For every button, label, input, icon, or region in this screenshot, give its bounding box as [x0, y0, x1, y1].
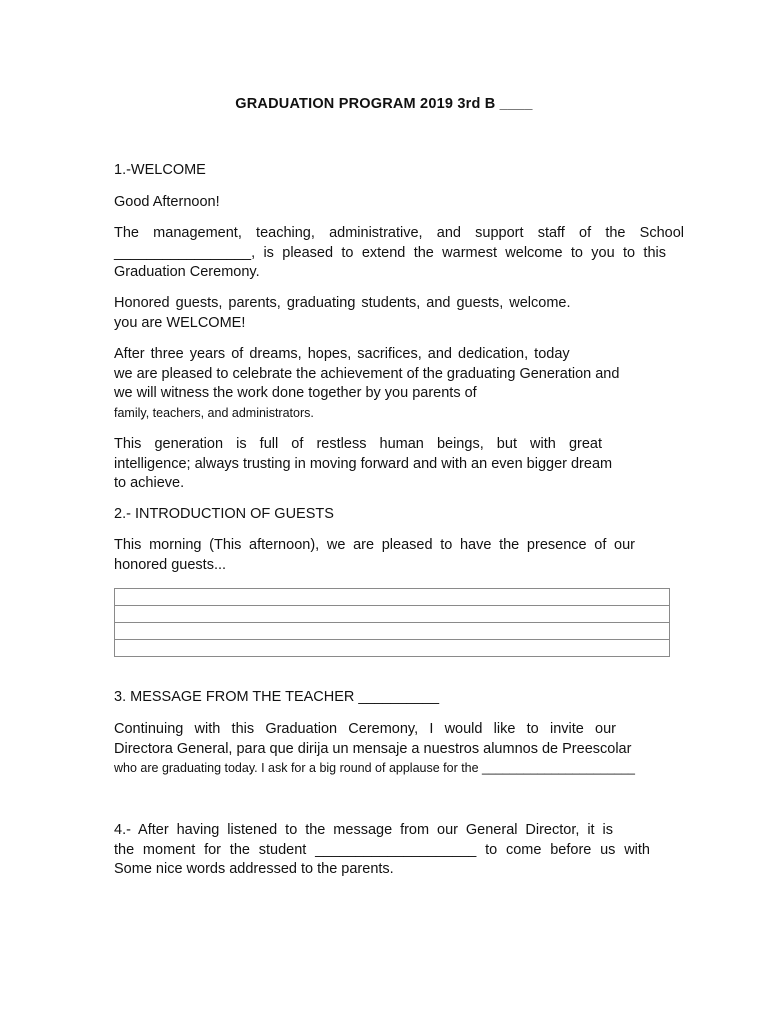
- welcome-paragraph-1: [114, 224, 684, 283]
- guests-heading: 2.- INTRODUCTION OF GUESTS: [114, 506, 334, 522]
- table-cell: [115, 640, 670, 657]
- table-cell: [115, 606, 670, 623]
- welcome-paragraph-3: [114, 345, 684, 423]
- student-paragraph: [114, 821, 654, 880]
- paragraph-line: The management, teaching, administrative, and support staff of the School: [114, 225, 684, 241]
- paragraph-line: Some nice words addressed to the parents.: [114, 861, 394, 877]
- table-cell: [115, 589, 670, 606]
- paragraph-line-small: family, teachers, and administrators.: [114, 405, 314, 420]
- teacher-heading: 3. MESSAGE FROM THE TEACHER __________: [114, 689, 440, 705]
- paragraph-line: the moment for the student ____________________ to come before us with: [114, 841, 650, 858]
- teacher-paragraph: [114, 720, 644, 779]
- paragraph-line: Graduation Ceremony.: [114, 264, 260, 280]
- paragraph-line: you are WELCOME!: [114, 314, 246, 331]
- paragraph-line-small: who are graduating today. I ask for a big round of applause for the ______________________: [114, 761, 636, 775]
- welcome-greeting: Good Afternoon!: [114, 194, 220, 210]
- page-title: GRADUATION PROGRAM 2019 3rd B ____: [235, 96, 533, 112]
- guests-paragraph: [114, 536, 635, 575]
- paragraph-line: Directora General, para que dirija un mensaje a nuestros alumnos de Preescolar: [114, 740, 632, 757]
- paragraph-line: Honored guests, parents, graduating students, and guests, welcome.: [114, 295, 571, 311]
- paragraph-line: Continuing with this Graduation Ceremony, I would like to invite our: [114, 721, 616, 737]
- paragraph-line: we are pleased to celebrate the achievement of the graduating Generation and: [114, 365, 620, 382]
- paragraph-line: honored guests...: [114, 556, 227, 573]
- paragraph-line: _________________, is pleased to extend the warmest welcome to you to this: [114, 244, 666, 261]
- paragraph-line: This morning (This afternoon), we are pleased to have the presence of our: [114, 537, 635, 553]
- table-row: [115, 640, 670, 657]
- table-cell: [115, 623, 670, 640]
- paragraph-line: we will witness the work done together by you parents of: [114, 385, 477, 401]
- table-row: [115, 606, 670, 623]
- welcome-heading: 1.-WELCOME: [114, 162, 206, 178]
- paragraph-line: This generation is full of restless human beings, but with great: [114, 436, 602, 452]
- paragraph-line: After three years of dreams, hopes, sacrifices, and dedication, today: [114, 346, 570, 362]
- welcome-paragraph-4: [114, 435, 634, 494]
- table-row: [115, 589, 670, 606]
- paragraph-line: to achieve.: [114, 475, 185, 491]
- paragraph-line: 4.- After having listened to the message from our General Director, it is: [114, 822, 613, 838]
- welcome-paragraph-2: [114, 294, 684, 333]
- guests-table: [114, 588, 670, 657]
- paragraph-line: intelligence; always trusting in moving forward and with an even bigger dream: [114, 455, 613, 472]
- table-row: [115, 623, 670, 640]
